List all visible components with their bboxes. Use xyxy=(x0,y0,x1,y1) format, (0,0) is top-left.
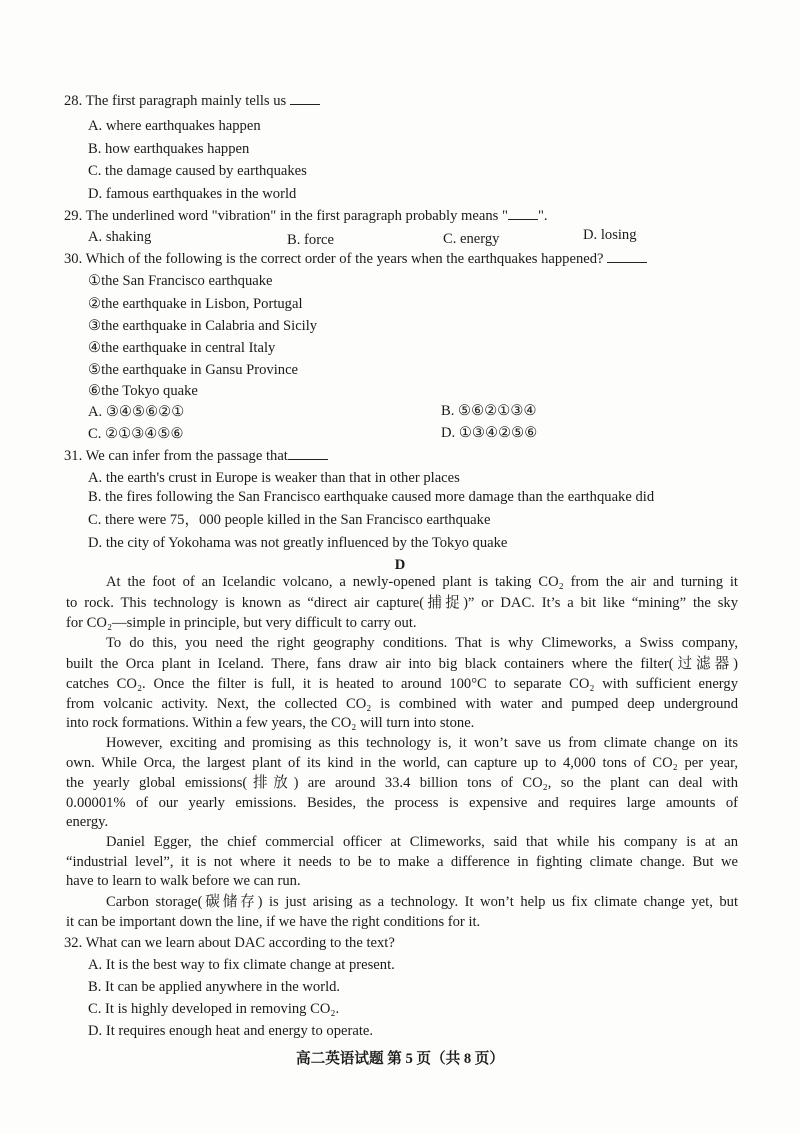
q32-option-b: B. It can be applied anywhere in the world. xyxy=(88,979,341,995)
q31-option-d: D. the city of Yokohama was not greatly influenced by the Tokyo quake xyxy=(88,535,508,551)
q31-stem: 31. We can infer from the passage that xyxy=(64,447,328,465)
answer-blank xyxy=(290,92,320,105)
passage-line: it can be important down the line, if we have the right conditions for it. xyxy=(66,914,481,930)
q30-option-b: B. ⑤⑥②①③④ xyxy=(441,403,537,419)
passage-line: Daniel Egger, the chief commercial officer at Climeworks, said that while his company is at an xyxy=(106,834,738,850)
passage-line: built the Orca plant in Iceland. There, fans draw air into big black containers where the filter(过滤器) xyxy=(66,656,738,672)
passage-line: the yearly global emissions(排放) are around 33.4 billion tons of CO₂, so the plant can deal with xyxy=(66,775,738,791)
page-footer: 高二英语试题 第 5 页（共 8 页） xyxy=(296,1051,504,1067)
q32-option-d: D. It requires enough heat and energy to operate. xyxy=(88,1023,374,1039)
q28-option-d: D. famous earthquakes in the world xyxy=(88,186,297,202)
q30-item-5: ⑤the earthquake in Gansu Province xyxy=(88,362,299,378)
passage-line: To do this, you need the right geography conditions. That is why Climeworks, a Swiss company, xyxy=(106,635,738,651)
q30-item-6: ⑥the Tokyo quake xyxy=(88,383,198,399)
passage-line: into rock formations. Within a few years, the CO₂ will turn into stone. xyxy=(66,715,475,731)
q30-item-2: ②the earthquake in Lisbon, Portugal xyxy=(88,296,303,312)
q31-option-c: C. there were 75，000 people killed in the San Francisco earthquake xyxy=(88,512,491,528)
q28-option-a: A. where earthquakes happen xyxy=(88,118,261,134)
passage-line: have to learn to walk before we can run. xyxy=(66,873,301,889)
passage-line: own. While Orca, the largest plant of its kind in the world, can capture up to 4,000 tons of CO₂ per year, xyxy=(66,755,738,771)
q31-option-a: A. the earth's crust in Europe is weaker than that in other places xyxy=(88,470,460,486)
passage-line: However, exciting and promising as this technology is, it won’t save us from climate change on its xyxy=(106,735,738,751)
passage-line: catches CO₂. Once the filter is full, it is heated to around 100°C to separate CO₂ with sufficient energy xyxy=(66,676,738,692)
passage-line: from volcanic activity. Next, the collected CO₂ is combined with water and pumped deep underground xyxy=(66,696,738,712)
passage-line: At the foot of an Icelandic volcano, a newly-opened plant is taking CO₂ from the air and turning it xyxy=(106,574,738,590)
answer-blank xyxy=(288,447,328,460)
q29-option-c: C. energy xyxy=(443,231,500,247)
q32-stem: 32. What can we learn about DAC according to the text? xyxy=(64,935,395,951)
passage-line: to rock. This technology is known as “direct air capture(捕捉)” or DAC. It’s a bit like “mining” the sky xyxy=(66,595,738,611)
q29-option-a: A. shaking xyxy=(88,229,152,245)
q28-stem: 28. The first paragraph mainly tells us xyxy=(64,92,320,110)
passage-line: Carbon storage(碳储存) is just arising as a technology. It won’t help us fix climate change yet, but xyxy=(106,894,738,910)
q32-option-a: A. It is the best way to fix climate change at present. xyxy=(88,957,395,973)
q28-option-c: C. the damage caused by earthquakes xyxy=(88,163,307,179)
answer-blank xyxy=(508,207,538,220)
q30-option-a: A. ③④⑤⑥②① xyxy=(88,404,185,420)
passage-line: “industrial level”, it is not where it needs to be to make a difference in fighting climate change. But we xyxy=(66,854,738,870)
q29-option-b: B. force xyxy=(287,232,335,248)
q30-stem: 30. Which of the following is the correct order of the years when the earthquakes happened? xyxy=(64,250,647,268)
q30-item-1: ①the San Francisco earthquake xyxy=(88,273,273,289)
q30-item-3: ③the earthquake in Calabria and Sicily xyxy=(88,318,318,334)
q30-item-4: ④the earthquake in central Italy xyxy=(88,340,276,356)
q29-option-d: D. losing xyxy=(583,227,637,243)
passage-line: 0.00001% of our yearly emissions. Besides, the process is expensive and requires large amounts of xyxy=(66,795,738,811)
passage-line: for CO₂—simple in principle, but very difficult to carry out. xyxy=(66,615,417,631)
q30-option-d: D. ①③④②⑤⑥ xyxy=(441,425,538,441)
answer-blank xyxy=(607,250,647,263)
q29-stem: 29. The underlined word "vibration" in the first paragraph probably means " ". xyxy=(64,208,548,224)
q28-option-b: B. how earthquakes happen xyxy=(88,141,250,157)
q31-option-b: B. the fires following the San Francisco earthquake caused more damage than the earthquake did xyxy=(88,489,655,505)
q30-option-c: C. ②①③④⑤⑥ xyxy=(88,426,184,442)
q32-option-c: C. It is highly developed in removing CO₂. xyxy=(88,1001,340,1017)
passage-title: D xyxy=(394,557,406,573)
passage-line: energy. xyxy=(66,814,109,830)
